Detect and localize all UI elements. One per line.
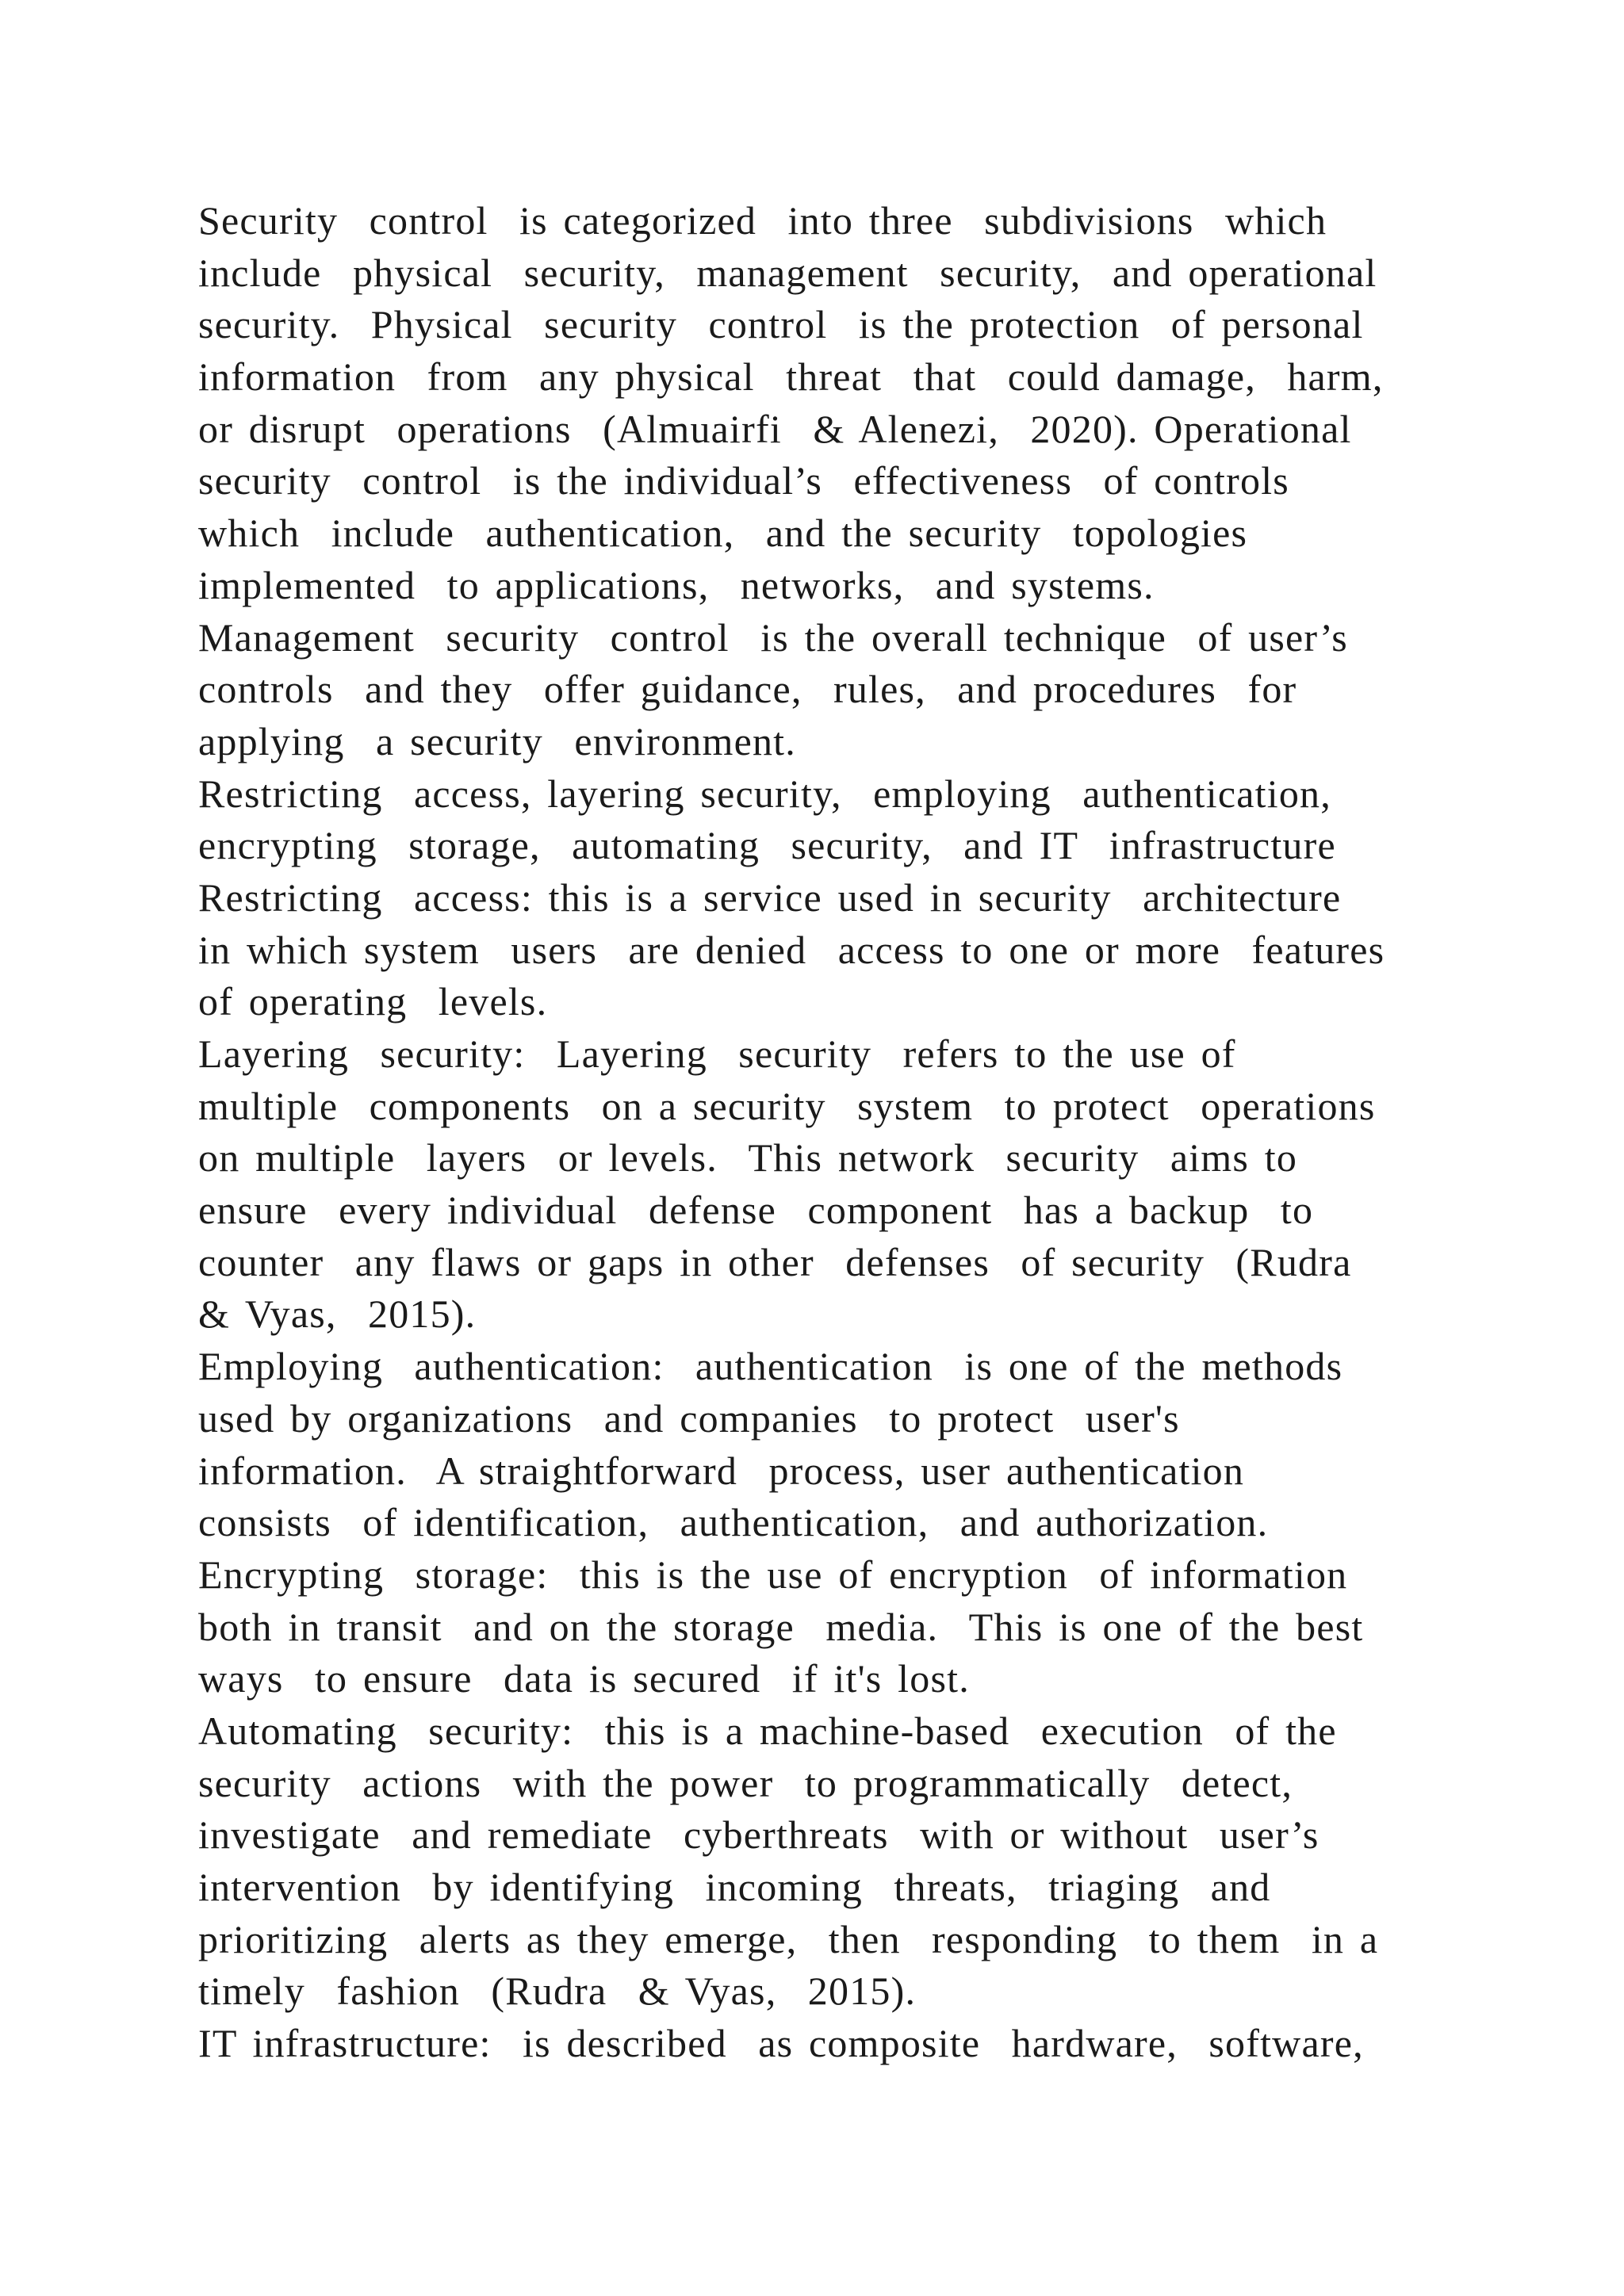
text-line: prioritizing alerts as they emerge, then responding to them in a [198, 1916, 1379, 1961]
text-line: applying a security environment. [198, 718, 796, 763]
text-line: security actions with the power to programmatically detect, [198, 1760, 1293, 1805]
text-line: & Vyas, 2015). [198, 1292, 477, 1337]
text-line: on multiple layers or levels. This network security aims to [198, 1135, 1298, 1181]
text-line: in which system users are denied access to one or more features [198, 927, 1385, 972]
text-line: ways to ensure data is secured if it's lost. [198, 1656, 970, 1701]
text-line: ensure every individual defense component has a backup to [198, 1188, 1314, 1233]
text-line: Layering security: Layering security refers to the use of [198, 1031, 1236, 1076]
text-line: controls and they offer guidance, rules, and procedures for [198, 667, 1297, 712]
text-line: information from any physical threat that could damage, harm, [198, 354, 1384, 400]
text-line: both in transit and on the storage media. This is one of the best [198, 1604, 1364, 1649]
text-line: Restricting access: this is a service used in security architecture [198, 874, 1342, 920]
text-line: information. A straightforward process, user authentication [198, 1448, 1245, 1493]
text-line: Employing authentication: authentication is one of the methods [198, 1344, 1343, 1389]
text-line: implemented to applications, networks, and systems. [198, 562, 1155, 607]
text-line: consists of identification, authentication, and authorization. [198, 1500, 1269, 1545]
text-line: security control is the individual’s effectiveness of controls [198, 458, 1289, 503]
text-line: Management security control is the overall technique of user’s [198, 614, 1348, 660]
text-line: Security control is categorized into three subdivisions which [198, 198, 1327, 243]
text-line: or disrupt operations (Almuairfi & Alenezi, 2020). Operational [198, 406, 1352, 451]
text-line: timely fashion (Rudra & Vyas, 2015). [198, 1969, 917, 2014]
text-line: include physical security, management security, and operational [198, 250, 1377, 295]
text-line: IT infrastructure: is described as composite hardware, software, [198, 2021, 1364, 2066]
text-line: multiple components on a security system to protect operations [198, 1083, 1376, 1128]
text-line: intervention by identifying incoming threats, triaging and [198, 1865, 1271, 1909]
text-line: security. Physical security control is the protection of personal [198, 302, 1364, 347]
text-line: Restricting access, layering security, employing authentication, [198, 771, 1331, 816]
text-line: used by organizations and companies to protect user's [198, 1395, 1180, 1441]
body-text [198, 195, 1435, 2070]
text-line: Automating security: this is a machine-based execution of the [198, 1708, 1337, 1753]
text-line: investigate and remediate cyberthreats with or without user’s [198, 1812, 1320, 1858]
text-line: counter any flaws or gaps in other defenses of security (Rudra [198, 1239, 1352, 1284]
text-line: Encrypting storage: this is the use of encryption of information [198, 1552, 1348, 1597]
text-line: which include authentication, and the security topologies [198, 511, 1248, 556]
text-line: of operating levels. [198, 979, 548, 1024]
text-line: encrypting storage, automating security, and IT infrastructure [198, 823, 1336, 868]
